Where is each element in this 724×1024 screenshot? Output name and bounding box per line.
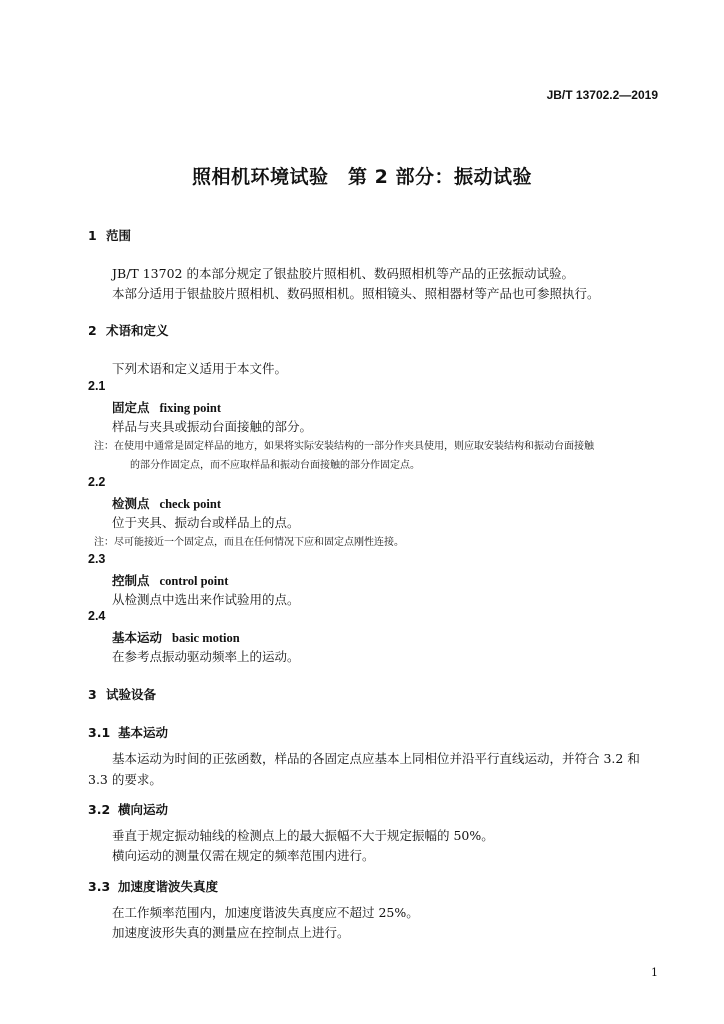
term-definition: 从检测点中选出来作试验用的点。 [112, 592, 300, 607]
section-2-heading [88, 321, 169, 339]
note: 注：在使用中通常是固定样品的地方，如果将实际安装结构的一部分作夹具使用，则应取安装结构和振动台面接触 [94, 441, 594, 452]
term-definition: 样品与夹具或振动台面接触的部分。 [112, 419, 313, 434]
term-heading [112, 571, 228, 589]
section-3-heading [88, 685, 156, 703]
term-number: 2.4 [88, 609, 106, 623]
term-cn: 检测点 [112, 496, 150, 511]
paragraph: JB/T 13702 的本部分规定了银盐胶片照相机、数码照相机等产品的正弦振动试验。 [112, 266, 574, 281]
subsection-3-1-heading [88, 723, 168, 741]
term-en: check point [159, 497, 221, 511]
paragraph: 垂直于规定振动轴线的检测点上的最大振幅不大于规定振幅的 50%。 [112, 828, 494, 843]
paragraph: 横向运动的测量仅需在规定的频率范围内进行。 [112, 848, 375, 863]
document-title: 照相机环境试验 第 2 部分：振动试验 [192, 166, 532, 188]
subsection-number: 3.1 [88, 725, 111, 740]
paragraph: 下列术语和定义适用于本文件。 [112, 361, 288, 376]
term-en: control point [159, 574, 229, 588]
term-heading [112, 398, 221, 416]
term-number: 2.1 [88, 379, 106, 393]
term-number: 2.2 [88, 475, 106, 489]
section-number: 1 [88, 228, 97, 243]
paragraph: 在工作频率范围内，加速度谐波失真度应不超过 25%。 [112, 905, 419, 920]
term-definition: 位于夹具、振动台或样品上的点。 [112, 515, 300, 530]
section-number: 3 [88, 687, 97, 702]
term-cn: 控制点 [112, 573, 150, 588]
paragraph: 基本运动为时间的正弦函数，样品的各固定点应基本上同相位并沿平行直线运动，并符合 3.2 和 3.3 的要求。 [88, 751, 640, 787]
section-title: 范围 [106, 228, 132, 243]
subsection-title: 横向运动 [118, 802, 169, 817]
section-number: 2 [88, 323, 97, 338]
paragraph: 加速度波形失真的测量应在控制点上进行。 [112, 925, 350, 940]
term-heading [112, 628, 240, 646]
term-en: basic motion [172, 631, 240, 645]
subsection-3-2-heading [88, 800, 168, 818]
term-cn: 固定点 [112, 400, 150, 415]
section-title: 试验设备 [106, 687, 157, 702]
section-title: 术语和定义 [106, 323, 169, 338]
section-1-heading [88, 226, 131, 244]
subsection-3-3-heading [88, 877, 218, 895]
note: 注：尽可能接近一个固定点，而且在任何情况下应和固定点刚性连接。 [94, 537, 404, 548]
subsection-title: 加速度谐波失真度 [118, 879, 219, 894]
paragraph: 本部分适用于银盐胶片照相机、数码照相机。照相镜头、照相器材等产品也可参照执行。 [112, 286, 600, 301]
term-definition: 在参考点振动驱动频率上的运动。 [112, 649, 300, 664]
page-number: 1 [651, 966, 658, 979]
subsection-number: 3.2 [88, 802, 111, 817]
note-continuation: 的部分作固定点，而不应取样品和振动台面接触的部分作固定点。 [130, 460, 420, 471]
term-number: 2.3 [88, 552, 106, 566]
subsection-number: 3.3 [88, 879, 111, 894]
term-en: fixing point [159, 401, 221, 415]
term-heading [112, 494, 221, 512]
term-cn: 基本运动 [112, 630, 163, 645]
standard-number: JB/T 13702.2—2019 [546, 88, 658, 102]
subsection-title: 基本运动 [118, 725, 169, 740]
